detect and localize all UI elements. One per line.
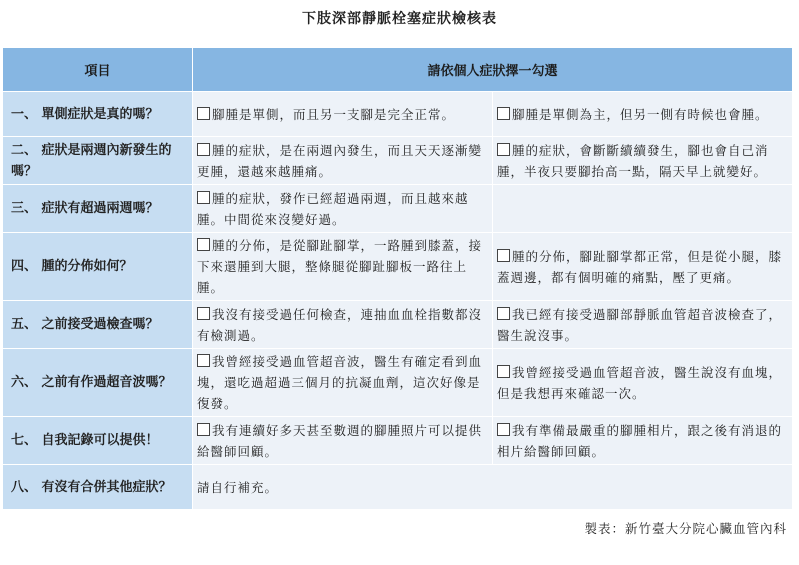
row-item: 四、 腫的分佈如何？ xyxy=(3,233,193,301)
row-item: 六、 之前有作過超音波嗎？ xyxy=(3,349,193,417)
option-cell[interactable] xyxy=(493,92,793,137)
checkbox[interactable] xyxy=(497,143,510,156)
free-text-cell[interactable]: 請自行補充。 xyxy=(193,465,793,510)
option-text: 我有準備最嚴重的腳腫相片，跟之後有消退的相片給醫師回顧。 xyxy=(497,422,783,459)
table-row xyxy=(3,301,793,349)
checkbox[interactable] xyxy=(197,107,210,120)
option-cell[interactable] xyxy=(493,349,793,417)
page-title: 下肢深部靜脈栓塞症狀檢核表 xyxy=(302,11,497,27)
option-text: 我曾經接受過血管超音波，醫生說沒有血塊，但是我想再來確認一次。 xyxy=(497,364,783,401)
option-text: 我有連續好多天甚至數週的腳腫照片可以提供給醫師回顧。 xyxy=(197,422,483,459)
header-row xyxy=(3,48,793,92)
option-text: 腫的分佈，是從腳趾腳掌，一路腫到膝蓋，接下來還腫到大腿，整條腿從腳趾腳板一路往上腫。 xyxy=(197,238,483,295)
checkbox[interactable] xyxy=(497,423,510,436)
table-row xyxy=(3,465,793,510)
row-item: 一、 單側症狀是真的嗎？ xyxy=(3,92,193,137)
option-text: 我沒有接受過任何檢查，連抽血血栓指數都沒有檢測過。 xyxy=(197,306,483,343)
table-row xyxy=(3,92,793,137)
symptom-checklist-table xyxy=(2,47,793,510)
row-item: 五、 之前接受過檢查嗎？ xyxy=(3,301,193,349)
option-text: 腳腫是單側，而且另一支腳是完全正常。 xyxy=(212,106,456,122)
row-item: 三、 症狀有超過兩週嗎？ xyxy=(3,185,193,233)
table-row xyxy=(3,185,793,233)
option-text: 我曾經接受過血管超音波，醫生有確定看到血塊，還吃過超過三個月的抗凝血劑，這次好像是復發。 xyxy=(197,354,483,411)
header-choice: 請依個人症狀擇一勾選 xyxy=(193,48,793,92)
empty-cell xyxy=(493,185,793,233)
option-text: 腫的症狀，發作已經超過兩週，而且越來越腫。中間從來沒變好過。 xyxy=(197,190,469,227)
header-item: 項目 xyxy=(3,48,193,92)
option-text: 腫的分佈，腳趾腳掌都正常，但是從小腿，膝蓋週邊，都有個明確的痛點，壓了更痛。 xyxy=(497,248,783,285)
checkbox[interactable] xyxy=(197,191,210,204)
checkbox[interactable] xyxy=(497,365,510,378)
option-cell[interactable] xyxy=(193,92,493,137)
credit-note: 製表：新竹臺大分院心臟血管內科 xyxy=(584,521,787,536)
checkbox[interactable] xyxy=(197,307,210,320)
checkbox[interactable] xyxy=(197,354,210,367)
checkbox[interactable] xyxy=(497,249,510,262)
option-cell[interactable] xyxy=(493,233,793,301)
checkbox[interactable] xyxy=(197,423,210,436)
option-cell[interactable] xyxy=(493,417,793,465)
option-text: 腫的症狀，是在兩週內發生，而且天天逐漸變更腫，還越來越腫痛。 xyxy=(197,142,483,179)
option-cell[interactable] xyxy=(193,301,493,349)
option-cell[interactable] xyxy=(493,137,793,185)
option-text: 我已經有接受過腳部靜脈血管超音波檢查了，醫生說沒事。 xyxy=(497,306,783,343)
option-cell[interactable] xyxy=(193,349,493,417)
table-row xyxy=(3,233,793,301)
option-cell[interactable] xyxy=(193,417,493,465)
checkbox[interactable] xyxy=(497,107,510,120)
option-cell[interactable] xyxy=(193,137,493,185)
option-cell[interactable] xyxy=(193,233,493,301)
checkbox[interactable] xyxy=(197,143,210,156)
table-row xyxy=(3,349,793,417)
checkbox[interactable] xyxy=(497,307,510,320)
option-text: 腳腫是單側為主，但另一側有時候也會腫。 xyxy=(512,106,769,122)
option-cell[interactable] xyxy=(193,185,493,233)
row-item: 八、 有沒有合併其他症狀？ xyxy=(3,465,193,510)
checkbox[interactable] xyxy=(197,238,210,251)
table-row xyxy=(3,137,793,185)
row-item: 七、 自我記錄可以提供！ xyxy=(3,417,193,465)
row-item: 二、 症狀是兩週內新發生的嗎？ xyxy=(3,137,193,185)
option-text: 腫的症狀，會斷斷續續發生，腳也會自己消腫，半夜只要腳抬高一點，隔天早上就變好。 xyxy=(497,142,769,179)
option-cell[interactable] xyxy=(493,301,793,349)
table-row xyxy=(3,417,793,465)
